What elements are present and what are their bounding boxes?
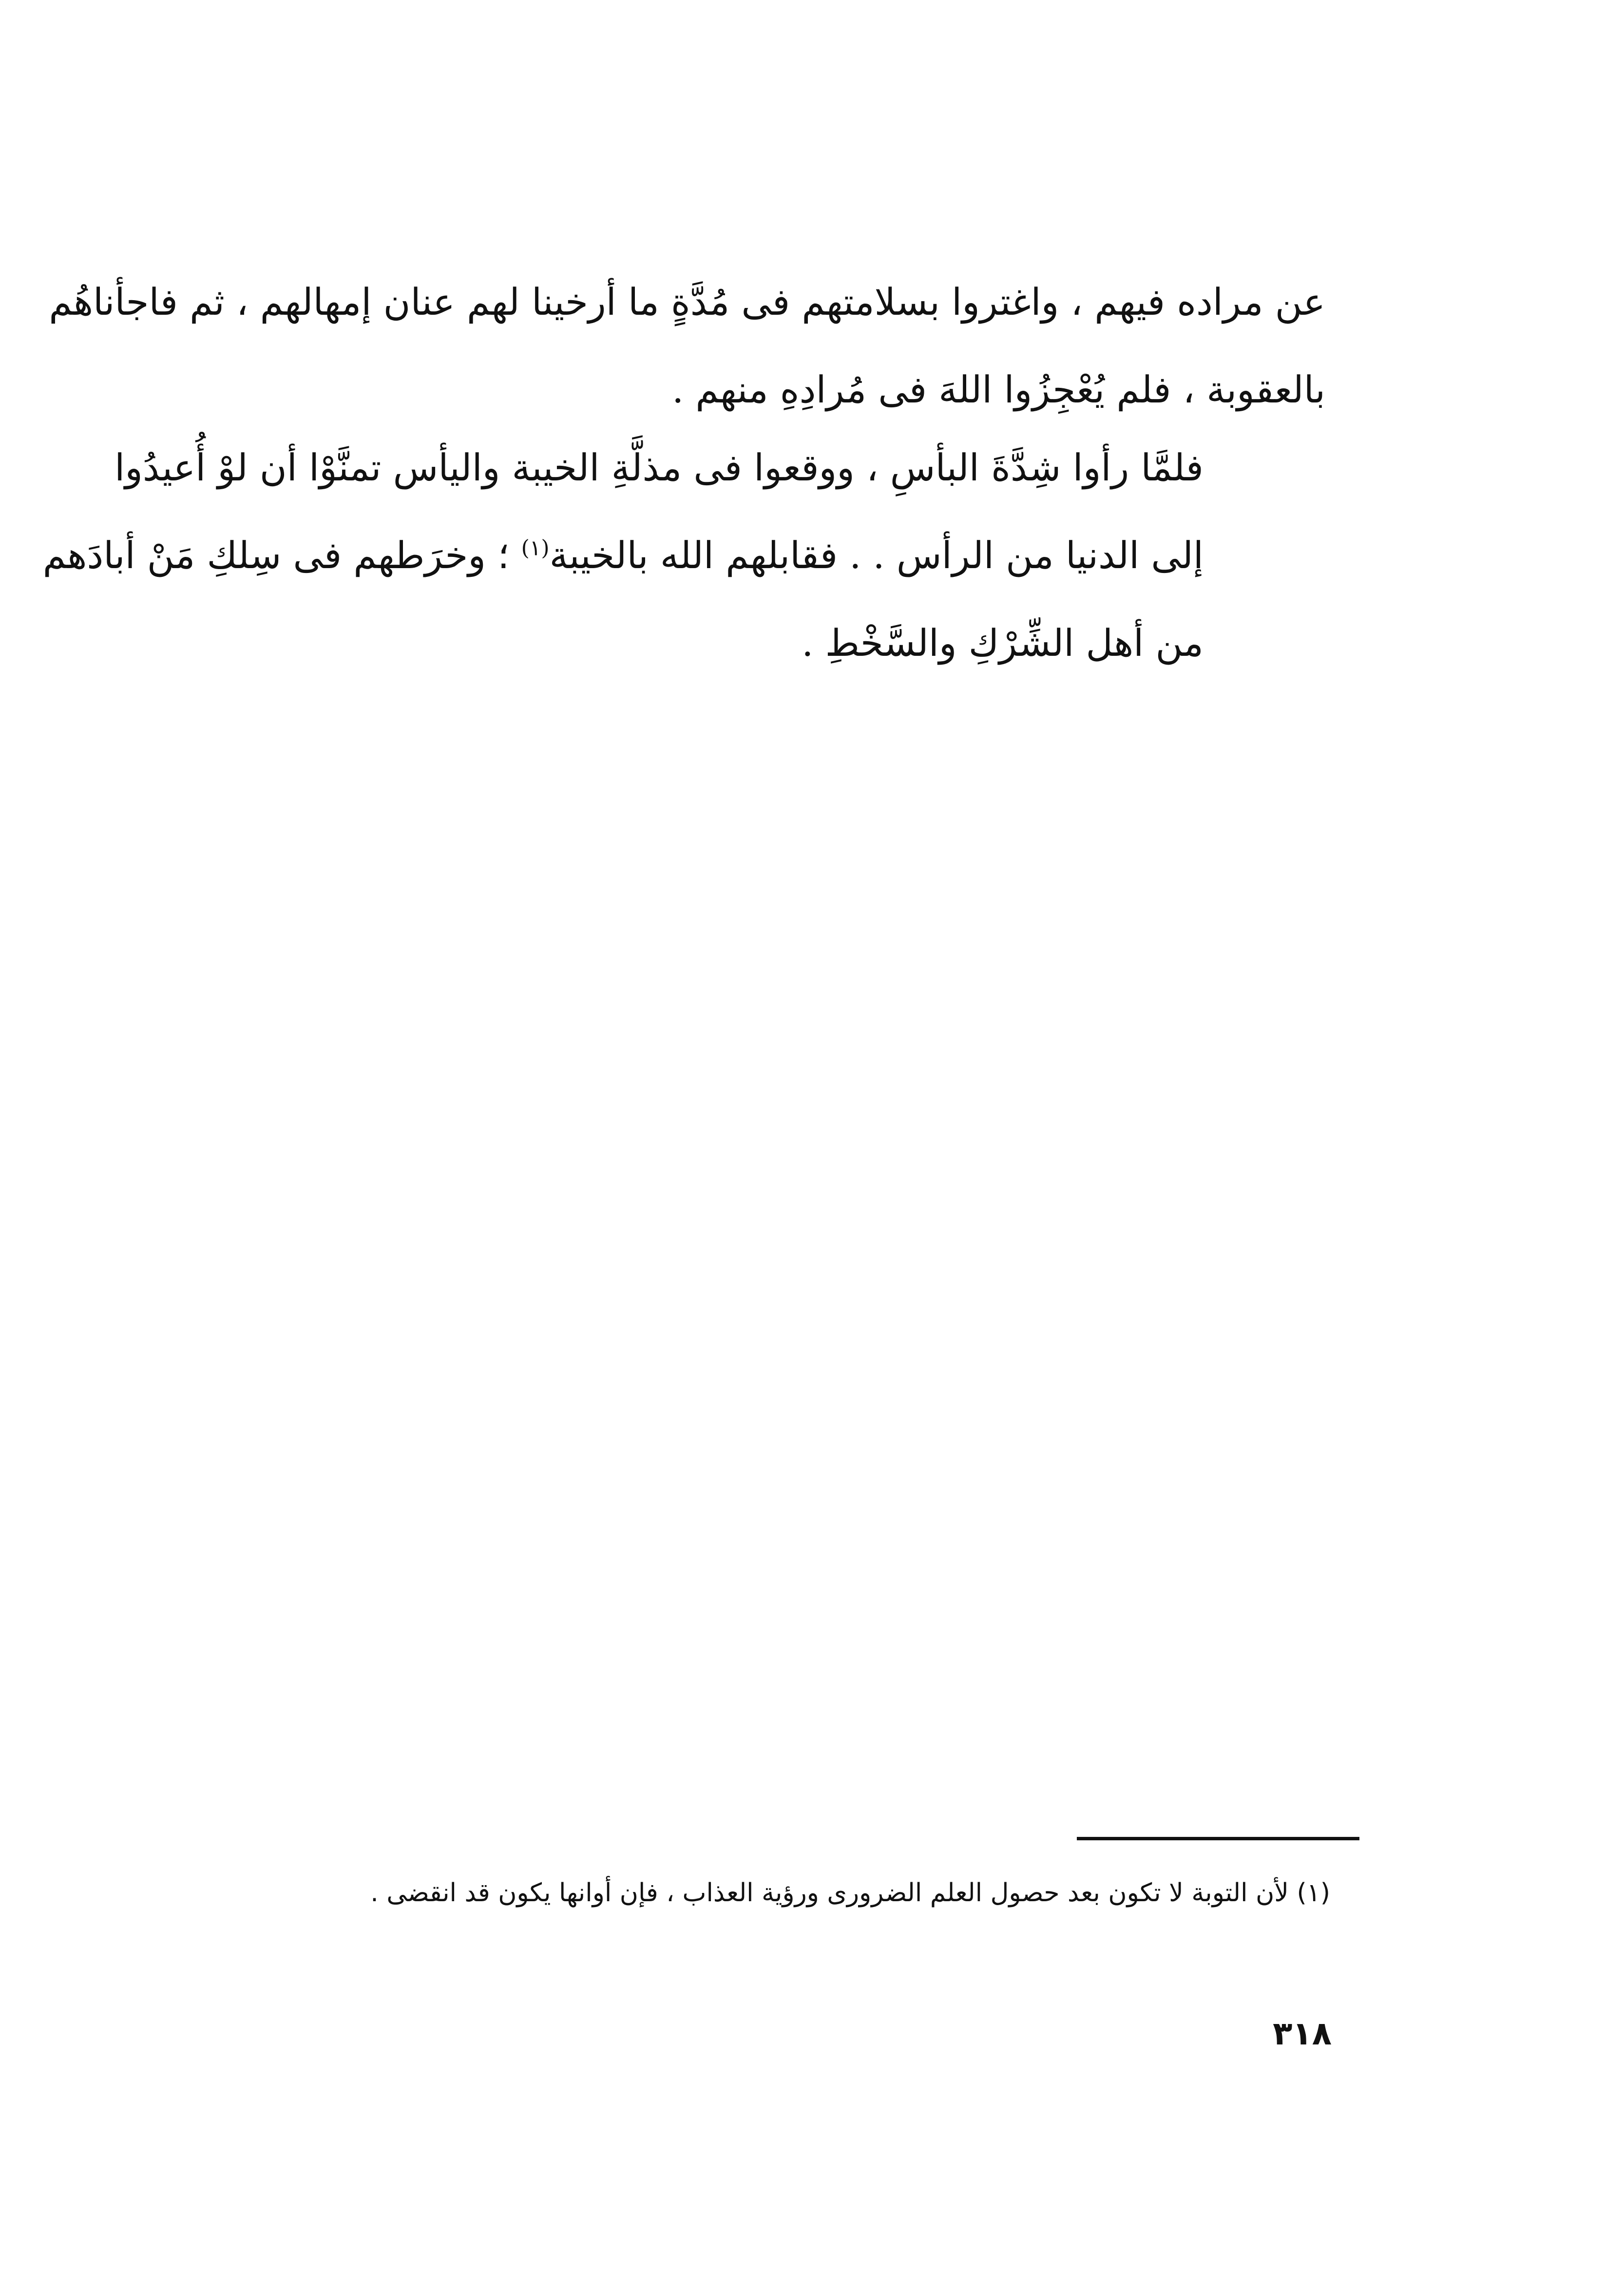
footnote-marker: (١) (1297, 1878, 1330, 1908)
paragraph-2-line-2-continuation: ؛ وخرَطهم فى سِلكِ مَنْ أبادَهم (42, 534, 510, 577)
page-number: ٣١٨ (1273, 2015, 1332, 2052)
footnote-text: لأن التوبة لا تكون بعد حصول العلم الضرورى ورؤية العذاب ، فإن أوانها يكون قد انقضى . (370, 1878, 1289, 1908)
paragraph-2-line-2-text: إلى الدنيا من الرأس . . فقابلهم الله بالخيبة (549, 534, 1204, 577)
paragraph-1-line-2: بالعقوبة ، فلم يُعْجِزُوا اللهَ فى مُرادِهِ منهم . (672, 368, 1325, 411)
paragraph-1-line-1: عن مراده فيهم ، واغتروا بسلامتهم فى مُدَّةٍ ما أرخينا لهم عنان إمهالهم ، ثم فاجأناهُم (49, 280, 1325, 324)
footnote (370, 1871, 1330, 1915)
footnote-separator-rule (1077, 1837, 1359, 1840)
paragraph-2-line-2 (42, 512, 1325, 599)
footnote-reference-marker[interactable]: (١) (521, 535, 550, 561)
paragraph-2 (42, 424, 1325, 687)
paragraph-2-line-1: فلمَّا رأوا شِدَّةَ البأسِ ، ووقعوا فى مذلَّةِ الخيبة واليأس تمنَّوْا أن لوْ أُعيدُوا (115, 446, 1204, 489)
paragraph-2-line-3: من أهل الشِّرْكِ والسَّخْطِ . (802, 621, 1204, 665)
paragraph-1 (49, 258, 1325, 434)
